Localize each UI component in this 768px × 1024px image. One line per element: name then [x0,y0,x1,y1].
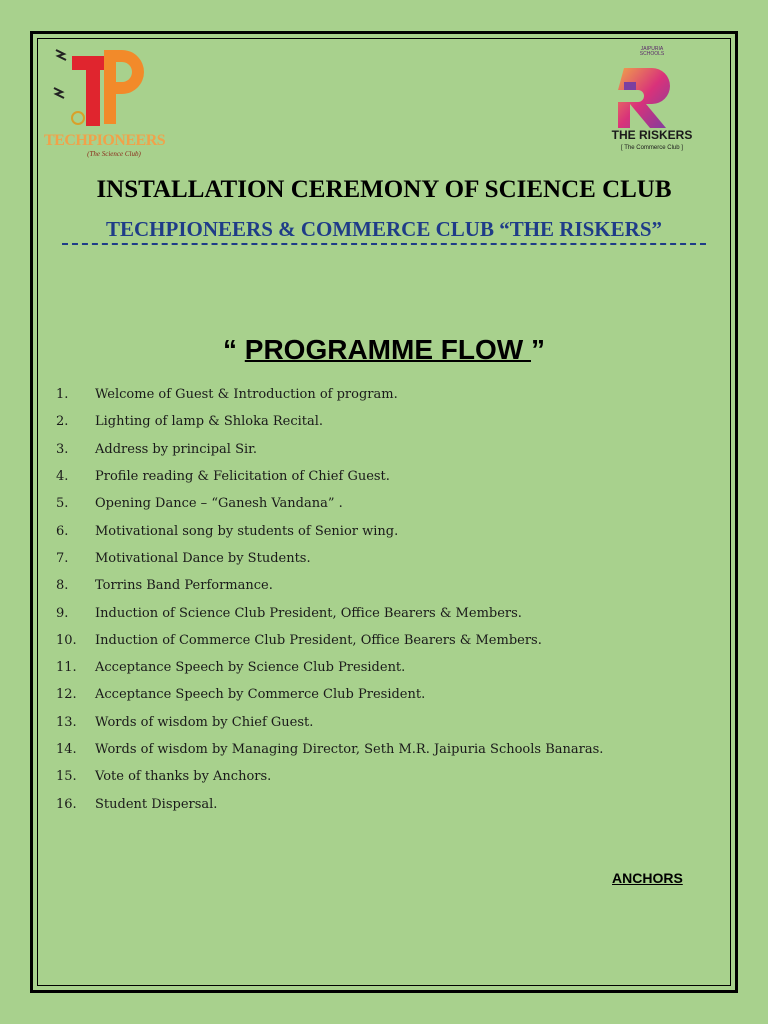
techpioneers-logo [44,44,166,166]
programme-item [56,517,716,544]
programme-item-number: 4. [56,469,69,485]
programme-item [56,709,716,736]
programme-item [56,572,716,599]
programme-item-text: Welcome of Guest & Introduction of program. [95,387,398,403]
programme-item-text: Words of wisdom by Managing Director, Seth M.R. Jaipuria Schools Banaras. [95,742,604,757]
programme-item [56,381,716,408]
heading-quote-open: “ [223,334,245,365]
anchors-label: ANCHORS [612,870,683,886]
programme-item-number: 8. [56,578,69,594]
programme-item-number: 1. [56,387,69,403]
programme-item-number: 6. [56,523,69,539]
programme-item-text: Vote of thanks by Anchors. [95,769,272,785]
programme-item-number: 7. [56,550,69,566]
programme-item [56,654,716,681]
programme-item [56,763,716,790]
programme-item-number: 16. [56,796,77,812]
programme-item-number: 5. [56,496,69,512]
the-riskers-logo-subtitle: [ The Commerce Club ] [621,145,683,151]
programme-item-text: Words of wisdom by Chief Guest. [95,714,314,730]
techpioneers-logo-subtitle: (The Science Club) [87,150,141,158]
programme-item-text: Lighting of lamp & Shloka Recital. [95,414,324,430]
the-riskers-logo [600,44,704,156]
programme-item-number: 12. [56,687,77,703]
programme-item-number: 9. [56,605,69,621]
programme-item [56,436,716,463]
ceremony-title: INSTALLATION CEREMONY OF SCIENCE CLUB [96,176,672,203]
programme-item-text: Motivational Dance by Students. [95,550,311,566]
jaipuria-schools-label: JAIPURIA SCHOOLS [639,46,665,57]
clubs-subtitle: TECHPIONEERS & COMMERCE CLUB “THE RISKERS” [62,217,706,245]
programme-item-number: 11. [56,660,77,676]
programme-item [56,736,716,763]
programme-item-text: Induction of Commerce Club President, Office Bearers & Members. [95,632,542,648]
heading-quote-close: ” [530,334,545,365]
programme-item-text: Induction of Science Club President, Office Bearers & Members. [95,605,522,621]
programme-item [56,599,716,626]
techpioneers-logo-text: TECHPIONEERS [44,132,166,149]
programme-item-number: 2. [56,414,69,430]
programme-item-text: Student Dispersal. [95,796,218,812]
programme-item-text: Profile reading & Felicitation of Chief Guest. [95,469,390,485]
programme-item-text: Motivational song by students of Senior wing. [95,523,399,539]
programme-item-text: Torrins Band Performance. [95,578,273,594]
programme-list [56,381,716,818]
programme-flow-heading [40,334,728,366]
programme-item [56,463,716,490]
programme-item-number: 14. [56,742,77,757]
programme-item-number: 10. [56,632,77,648]
programme-item [56,790,716,817]
programme-item-number: 13. [56,714,77,730]
the-riskers-logo-title: THE RISKERS [611,128,693,142]
programme-item-text: Acceptance Speech by Science Club President. [95,660,406,676]
programme-item-text: Acceptance Speech by Commerce Club President. [95,687,426,703]
programme-item [56,490,716,517]
programme-item [56,408,716,435]
techpioneers-emblem-icon [44,44,156,136]
programme-item-text: Opening Dance – “Ganesh Vandana” . [95,496,343,512]
heading-text: PROGRAMME FLOW [244,334,531,365]
programme-item [56,627,716,654]
programme-item-number: 3. [56,441,69,457]
programme-item [56,545,716,572]
programme-item-number: 15. [56,769,77,785]
programme-item [56,681,716,708]
programme-item-text: Address by principal Sir. [95,441,258,457]
